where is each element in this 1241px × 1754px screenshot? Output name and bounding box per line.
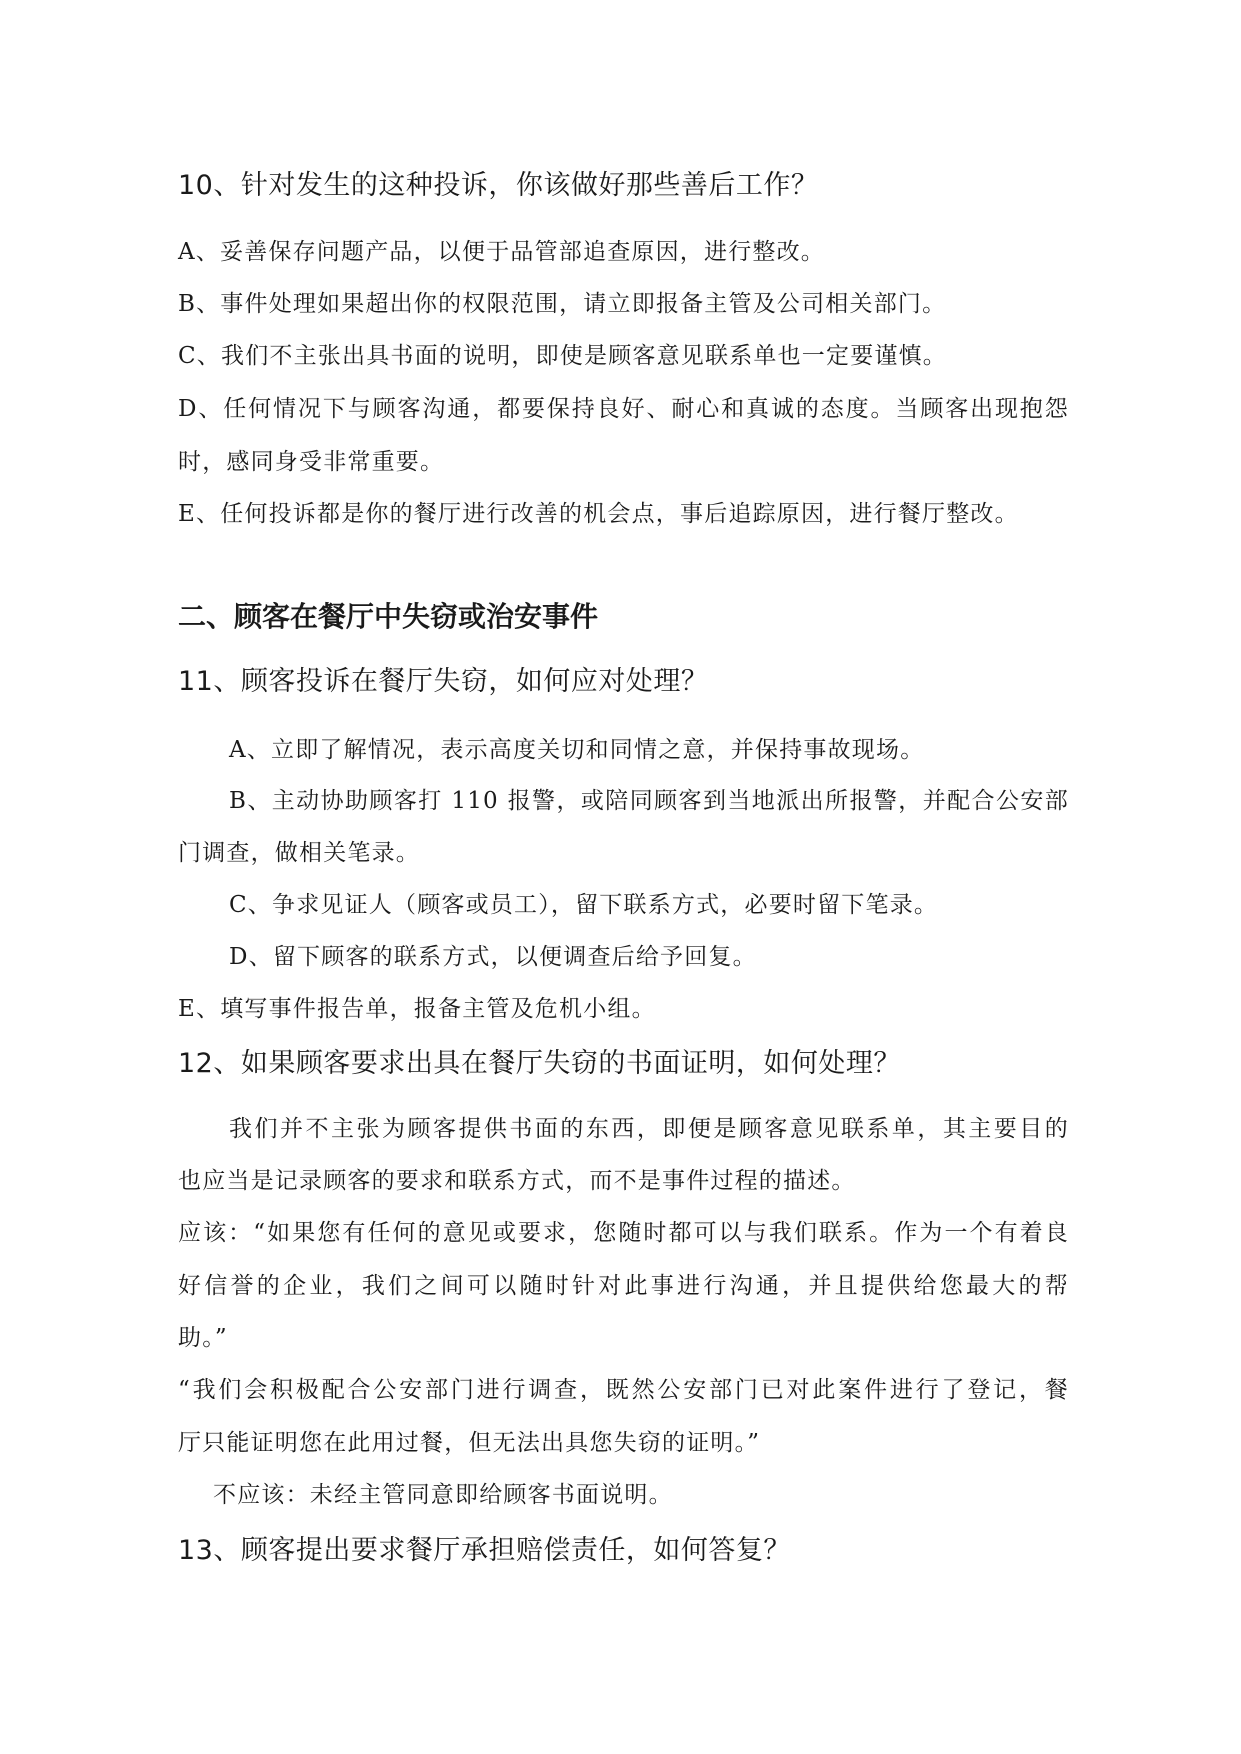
question-13-title: 13、顾客提出要求餐厅承担赔偿责任，如何答复？ xyxy=(178,1535,791,1566)
question-12-para-1: 我们并不主张为顾客提供书面的东西，即便是顾客意见联系单，其主要目的 xyxy=(229,1116,1069,1142)
question-10-title: 10、针对发生的这种投诉，你该做好那些善后工作？ xyxy=(178,170,819,201)
question-12-title: 12、如果顾客要求出具在餐厅失窃的书面证明，如何处理？ xyxy=(178,1048,901,1079)
question-10-option-d-cont: 时，感同身受非常重要。 xyxy=(178,449,445,475)
section-heading: 二、顾客在餐厅中失窃或治安事件 xyxy=(178,600,599,633)
question-10-option-c: C、我们不主张出具书面的说明，即使是顾客意见联系单也一定要谨慎。 xyxy=(178,343,947,369)
question-10-option-d: D、任何情况下与顾客沟通，都要保持良好、耐心和真诚的态度。当顾客出现抱怨 xyxy=(178,396,1069,422)
question-11-option-e: E、填写事件报告单，报备主管及危机小组。 xyxy=(178,996,656,1022)
question-11-title: 11、顾客投诉在餐厅失窃，如何应对处理？ xyxy=(178,666,709,697)
question-10-option-b: B、事件处理如果超出你的权限范围，请立即报备主管及公司相关部门。 xyxy=(178,291,947,317)
question-12-quote-cont: 厅只能证明您在此用过餐，但无法出具您失窃的证明。” xyxy=(178,1430,761,1456)
question-12-should-say-cont: 好信誉的企业，我们之间可以随时针对此事进行沟通，并且提供给您最大的帮 xyxy=(178,1273,1069,1299)
question-11-option-b-cont: 门调查，做相关笔录。 xyxy=(178,840,420,866)
question-12-should-say-end: 助。” xyxy=(178,1325,228,1351)
question-12-para-1-cont: 也应当是记录顾客的要求和联系方式，而不是事件过程的描述。 xyxy=(178,1168,856,1194)
question-11-option-a: A、立即了解情况，表示高度关切和同情之意，并保持事故现场。 xyxy=(229,737,925,763)
question-11-option-d: D、留下顾客的联系方式，以便调查后给予回复。 xyxy=(229,944,757,970)
question-11-option-c: C、争求见证人（顾客或员工），留下联系方式，必要时留下笔录。 xyxy=(229,892,939,918)
question-11-option-b: B、主动协助顾客打 110 报警，或陪同顾客到当地派出所报警，并配合公安部 xyxy=(229,788,1069,814)
question-10-option-a: A、妥善保存问题产品，以便于品管部追查原因，进行整改。 xyxy=(178,239,826,265)
question-12-should-say: 应该：“如果您有任何的意见或要求，您随时都可以与我们联系。作为一个有着良 xyxy=(178,1220,1069,1246)
question-12-should-not: 不应该：未经主管同意即给顾客书面说明。 xyxy=(213,1482,673,1508)
question-12-quote: “我们会积极配合公安部门进行调查，既然公安部门已对此案件进行了登记，餐 xyxy=(178,1377,1069,1403)
question-10-option-e: E、任何投诉都是你的餐厅进行改善的机会点，事后追踪原因，进行餐厅整改。 xyxy=(178,501,1019,527)
